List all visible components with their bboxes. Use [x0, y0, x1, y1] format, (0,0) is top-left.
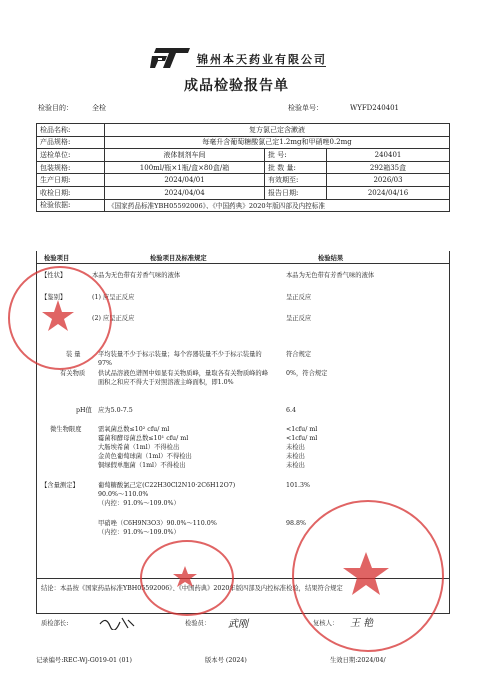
company-logo — [150, 44, 192, 70]
footer-record-no: 记录编号:REC-Wj-G019-01 (01) — [36, 657, 132, 664]
report-no-label: 检验单号： — [288, 104, 323, 112]
row-ph-result: 6.4 — [286, 407, 297, 414]
row-related-result: 0%，符合规定 — [286, 370, 328, 377]
row-fill-standard: 平均装量不少于标示装量；每个容器装量不少于标示装量的97% — [98, 351, 262, 367]
pack-value: 100ml/瓶×1瓶/盒×80盒/箱 — [105, 161, 265, 174]
row-related-item: 有关物质 — [60, 370, 86, 377]
qty-value: 292箱35盒 — [327, 161, 450, 174]
row-micro-item: 微生物限度 — [50, 426, 82, 433]
test-purpose-label: 检验目的： — [38, 104, 73, 112]
tester-signature: 武刚 — [228, 619, 248, 630]
qa-label: 质检部长: — [41, 620, 69, 627]
row-micro-result-1: <1cfu/ ml — [286, 426, 318, 433]
results-header-result: 检验结果 — [318, 255, 344, 262]
qa-signature — [98, 614, 138, 634]
exp-value: 2026/03 — [327, 174, 450, 187]
product-name-label: 检品名称: — [37, 124, 105, 137]
row-fill-item: 装 量 — [66, 351, 81, 358]
row-assay-standard-3: （内控：91.0%～109.0%） — [98, 500, 180, 507]
row-identify1-standard: (1) 应呈正反应 — [92, 294, 135, 301]
spec-label: 产品规格: — [37, 136, 105, 149]
footer-version: 版本号 (2024) — [205, 657, 247, 664]
row-micro-standard-3: 大肠埃希菌（1ml）不得检出 — [98, 444, 180, 451]
basis-value: 《国家药品标准YBH05592006》、《中国药典》2020年版四部及内控标准 — [105, 199, 450, 212]
header-rule — [196, 66, 326, 67]
pack-label: 包装规格: — [37, 161, 105, 174]
row-appearance-item: 【性状】 — [41, 272, 67, 279]
recv-value: 2024/04/04 — [105, 186, 265, 199]
row-metronidazole-result: 98.8% — [286, 520, 307, 527]
quality-stamp-right — [292, 500, 444, 652]
row-identify-item: 【鉴别】 — [41, 294, 67, 301]
report-date-label: 报告日期: — [265, 186, 327, 199]
row-micro-standard-5: 铜绿假单胞菌（1ml）不得检出 — [98, 462, 186, 469]
row-ph-standard: 应为5.0-7.5 — [98, 407, 133, 414]
batch-value: 240401 — [327, 149, 450, 162]
info-table — [36, 123, 450, 212]
spec-value: 每毫升含葡萄糖酸氯己定1.2mg和甲硝唑0.2mg — [105, 136, 450, 149]
qty-label: 批 数 量: — [265, 161, 327, 174]
results-header-rule — [36, 263, 450, 264]
row-appearance-standard: 本品为无色带有芳香气味的液体 — [92, 272, 181, 279]
row-identify1-result: 呈正反应 — [286, 294, 312, 301]
reviewer-label: 复核人： — [313, 620, 339, 627]
dept-label: 送检单位: — [37, 149, 105, 162]
row-micro-standard-1: 需氧菌总数≤10² cfu/ ml — [98, 426, 170, 433]
data-stamp — [140, 540, 234, 616]
results-header-standard: 检验项目及标准规定 — [150, 255, 207, 262]
row-micro-standard-4: 金黄色葡萄球菌（1ml）不得检出 — [98, 453, 192, 460]
mfg-value: 2024/04/01 — [105, 174, 265, 187]
basis-label: 检验依据: — [37, 199, 105, 212]
test-purpose-value: 全检 — [92, 104, 106, 112]
row-assay-item: 【含量测定】 — [41, 482, 79, 489]
row-fill-result: 符合规定 — [286, 351, 312, 358]
row-micro-result-3: 未检出 — [286, 444, 305, 451]
row-metronidazole-standard-2: （内控：91.0%～109.0%） — [98, 529, 180, 536]
company-name: 锦州本天药业有限公司 — [197, 53, 327, 66]
row-assay-standard-2: 90.0%～110.0% — [98, 491, 149, 498]
row-micro-result-4: 未检出 — [286, 453, 305, 460]
reviewer-signature: 王 艳 — [350, 618, 374, 629]
exp-label: 有效期至: — [265, 174, 327, 187]
report-date-value: 2024/04/16 — [327, 186, 450, 199]
report-no-value: WYFD240401 — [350, 104, 400, 112]
conclusion-label: 结论： — [41, 585, 60, 592]
product-name-value: 复方氯己定含漱液 — [105, 124, 450, 137]
row-micro-standard-2: 霉菌和酵母菌总数≤10¹ cfu/ ml — [98, 435, 189, 442]
row-micro-result-5: 未检出 — [286, 462, 305, 469]
mfg-label: 生产日期: — [37, 174, 105, 187]
row-assay-result: 101.3% — [286, 482, 311, 489]
quality-stamp-left — [8, 266, 112, 370]
row-assay-standard-1: 葡萄糖酸氯己定(C22H30Cl2N10·2C6H12O7) — [98, 482, 236, 489]
row-metronidazole-standard-1: 甲硝唑（C6H9N3O3）90.0%～110.0% — [98, 520, 217, 527]
row-identify2-standard: (2) 应呈正反应 — [92, 315, 135, 322]
row-appearance-result: 本品为无色带有芳香气味的液体 — [286, 272, 375, 279]
dept-value: 液体制剂车间 — [105, 149, 265, 162]
recv-label: 收检日期: — [37, 186, 105, 199]
footer-effective-date: 生效日期:2024/04/ — [330, 657, 386, 664]
tester-label: 检验员： — [185, 620, 211, 627]
report-title: 成品检验报告单 — [184, 78, 289, 94]
results-header-item: 检验项目 — [44, 255, 70, 262]
row-micro-result-2: <1cfu/ ml — [286, 435, 318, 442]
row-ph-item: pH值 — [76, 407, 92, 414]
conclusion-text: 本品按《国家药品标准YBH05592006》、《中国药典》2020年版四部及内控标准检验，结果符合规定 — [60, 585, 343, 592]
row-identify2-result: 呈正反应 — [286, 315, 312, 322]
batch-label: 批 号: — [265, 149, 327, 162]
row-related-standard: 供试品溶液色谱图中如显有关物质峰，量取各有关物质峰的峰面积之和应不得大于对照溶液主峰面积，即1.0% — [98, 370, 269, 386]
